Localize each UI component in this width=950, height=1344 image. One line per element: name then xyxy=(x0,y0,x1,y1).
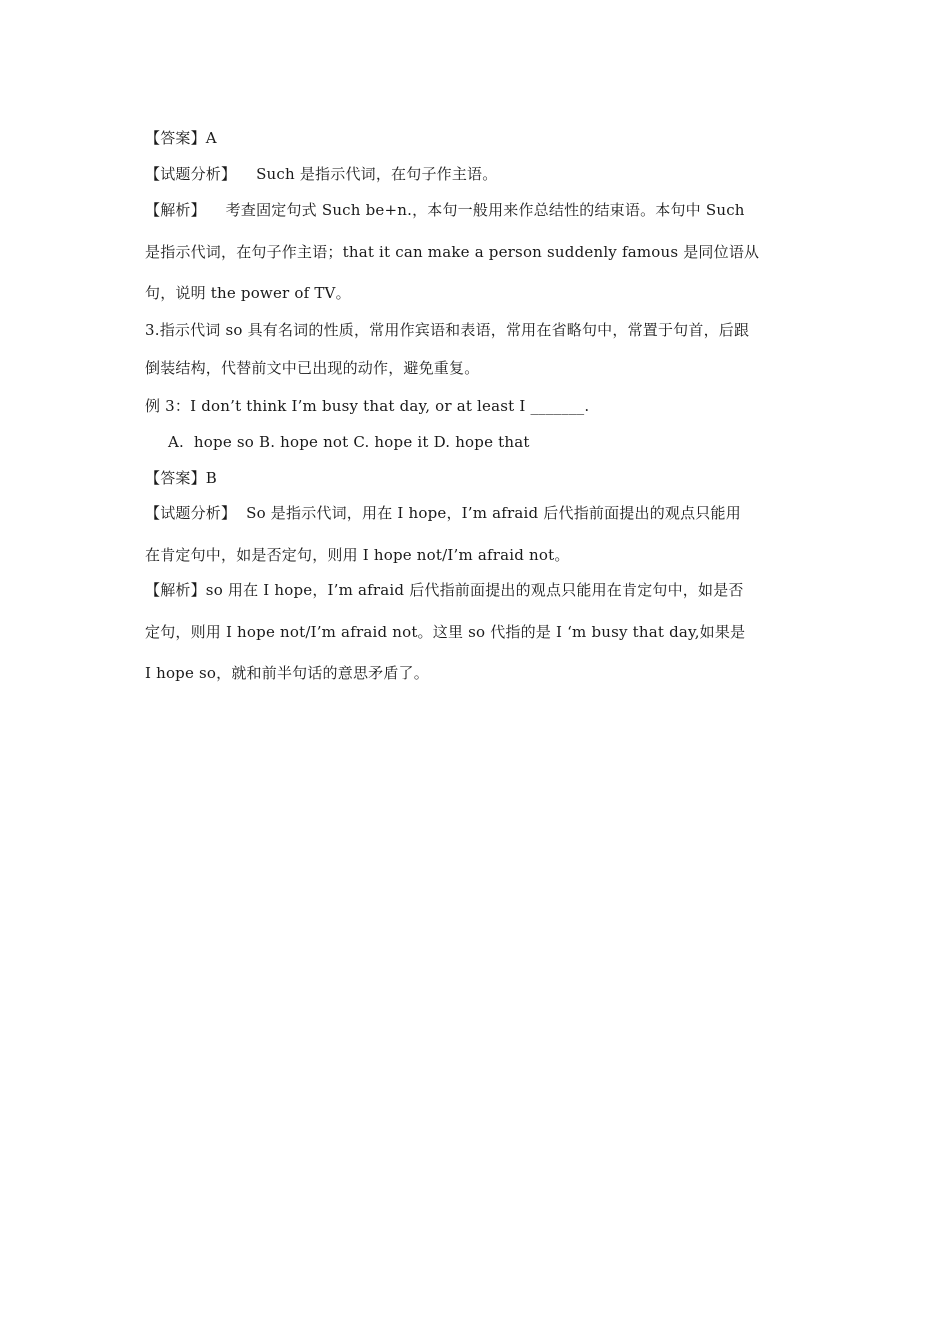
analysis-line-2: 【试题分析】 So 是指示代词，用在 I hope，I’m afraid 后代指前面提出的观点只能用 xyxy=(145,504,741,522)
analysis-line-1: 【试题分析】 Such 是指示代词，在句子作主语。 xyxy=(145,165,498,183)
answer-label-1: 【答案】A xyxy=(145,129,217,147)
explanation-line-5: 定句，则用 I hope not/I’m afraid not。这里 so 代指的是 I ‘m busy that day,如果是 xyxy=(145,623,746,641)
analysis-line-3: 在肯定句中，如是否定句，则用 I hope not/I’m afraid not。 xyxy=(145,546,570,564)
example-3-options: A. hope so B. hope not C. hope it D. hope that xyxy=(168,433,530,451)
explanation-line-2: 是指示代词，在句子作主语；that it can make a person suddenly famous 是同位语从 xyxy=(145,243,760,261)
answer-label-2: 【答案】B xyxy=(145,469,218,487)
example-3-question: 例 3：I don’t think I’m busy that day, or at least I _______. xyxy=(145,397,590,415)
explanation-line-6: I hope so，就和前半句话的意思矛盾了。 xyxy=(145,664,429,682)
rule-3-line-2: 倒装结构，代替前文中已出现的动作，避免重复。 xyxy=(145,359,480,377)
explanation-line-3: 句，说明 the power of TV。 xyxy=(145,284,351,302)
explanation-line-1: 【解析】 考查固定句式 Such be+n.，本句一般用来作总结性的结束语。本句中 Such xyxy=(145,201,745,219)
explanation-line-4: 【解析】so 用在 I hope，I’m afraid 后代指前面提出的观点只能用在肯定句中，如是否 xyxy=(145,581,744,599)
rule-3-line-1: 3.指示代词 so 具有名词的性质，常用作宾语和表语，常用在省略句中，常置于句首，后跟 xyxy=(145,321,750,339)
